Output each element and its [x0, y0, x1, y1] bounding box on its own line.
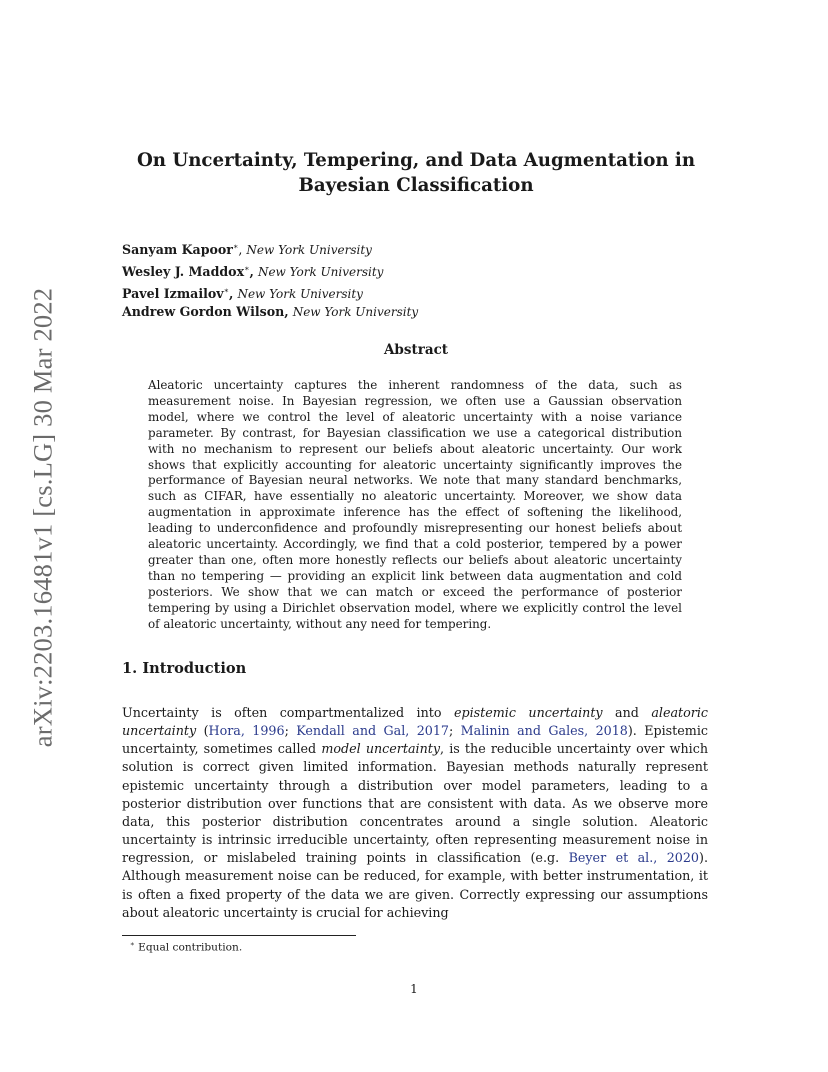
author-mark: ∗: [232, 242, 239, 251]
introduction-paragraph: Uncertainty is often compartmentalized into epistemic uncertainty and aleatoric uncertainty (Hora, 1996; Kendall and Gal, 2017; Malinin and Gales, 2018). Epistemic uncertainty, sometimes called model uncertainty, is the reducible uncertainty over which solution is correct given limited information. Bayesian methods naturally represent epistemic uncertainty through a distribution over model parameters, leading to a posterior distribution over functions that are consistent with data. As we observe more data, this posterior distribution concentrates around a single solution. Aleatoric uncertainty is intrinsic irreducible uncertainty, often representing measurement noise in regression, or mislabeled training points in classification (e.g. Beyer et al., 2020). Although measurement noise can be reduced, for example, with better instrumentation, it is often a fixed property of the data we are given. Correctly expressing our assumptions about aleatoric uncertainty is crucial for achieving: [122, 705, 708, 920]
arxiv-identifier-stamp: [18, 272, 68, 762]
author-list: [122, 238, 418, 322]
footnote: [130, 940, 242, 954]
author-entry: Pavel Izmailov∗, New York University: [122, 285, 363, 301]
abstract-body: Aleatoric uncertainty captures the inherent randomness of the data, such as measurement noise. In Bayesian regression, we often use a Gaussian observation model, where we control the level of aleatoric uncertainty with a noise variance parameter. By contrast, for Bayesian classification we use a categorical distribution with no mechanism to represent our beliefs about aleatoric uncertainty. Our work shows that explicitly accounting for aleatoric uncertainty significantly improves the performance of Bayesian neural networks. We note that many standard benchmarks, such as CIFAR, have essentially no aleatoric uncertainty. Moreover, we show data augmentation in approximate inference has the effect of softening the likelihood, leading to underconfidence and profoundly misrepresenting our honest beliefs about aleatoric uncertainty. Accordingly, we find that a cold posterior, tempered by a power greater than one, often more honestly reflects our beliefs about aleatoric uncertainty than no tempering — providing an explicit link between data augmentation and cold posteriors. We show that we can match or exceed the performance of posterior tempering by using a Dirichlet observation model, where we explicitly control the level of aleatoric uncertainty, without any need for tempering.: [148, 378, 682, 631]
paper-title: [122, 148, 710, 198]
abstract-heading: Abstract: [383, 342, 449, 358]
author-entry: Wesley J. Maddox∗, New York University: [122, 263, 384, 279]
author-name: Pavel Izmailov: [122, 285, 224, 301]
author-affiliation: New York University: [257, 264, 384, 279]
footnote-divider: [122, 935, 356, 936]
author-name: Andrew Gordon Wilson: [122, 304, 285, 320]
title-line-2: Bayesian Classification: [298, 175, 534, 196]
author-mark: ∗: [244, 263, 250, 273]
author-name: Wesley J. Maddox: [122, 263, 245, 279]
footnote-text: Equal contribution.: [138, 941, 243, 954]
citation-link[interactable]: Beyer et al., 2020: [568, 850, 700, 866]
citation-link[interactable]: Kendall and Gal, 2017: [296, 723, 449, 739]
citation-link[interactable]: Malinin and Gales, 2018: [460, 723, 628, 739]
author-entry: Andrew Gordon Wilson, New York University: [122, 304, 419, 320]
arxiv-stamp-text: arXiv:2203.16481v1 [cs.LG] 30 Mar 2022: [27, 287, 58, 747]
author-entry: Sanyam Kapoor∗, New York University: [122, 242, 372, 258]
emphasis-term: epistemic uncertainty: [453, 705, 603, 720]
title-line-1: On Uncertainty, Tempering, and Data Augmentation in: [136, 150, 696, 171]
author-affiliation: New York University: [246, 243, 372, 258]
citation-link[interactable]: Hora, 1996: [208, 723, 285, 739]
author-mark: ∗: [223, 285, 230, 295]
author-affiliation: New York University: [237, 286, 363, 301]
emphasis-term: aleatoric uncertainty: [122, 705, 708, 739]
footnote-mark: ∗: [130, 940, 135, 948]
section-heading-introduction: 1. Introduction: [122, 660, 247, 677]
page-number: 1: [410, 982, 418, 996]
emphasis-term: model uncertainty: [321, 741, 441, 757]
author-affiliation: New York University: [292, 305, 419, 320]
author-name: Sanyam Kapoor: [122, 242, 233, 258]
